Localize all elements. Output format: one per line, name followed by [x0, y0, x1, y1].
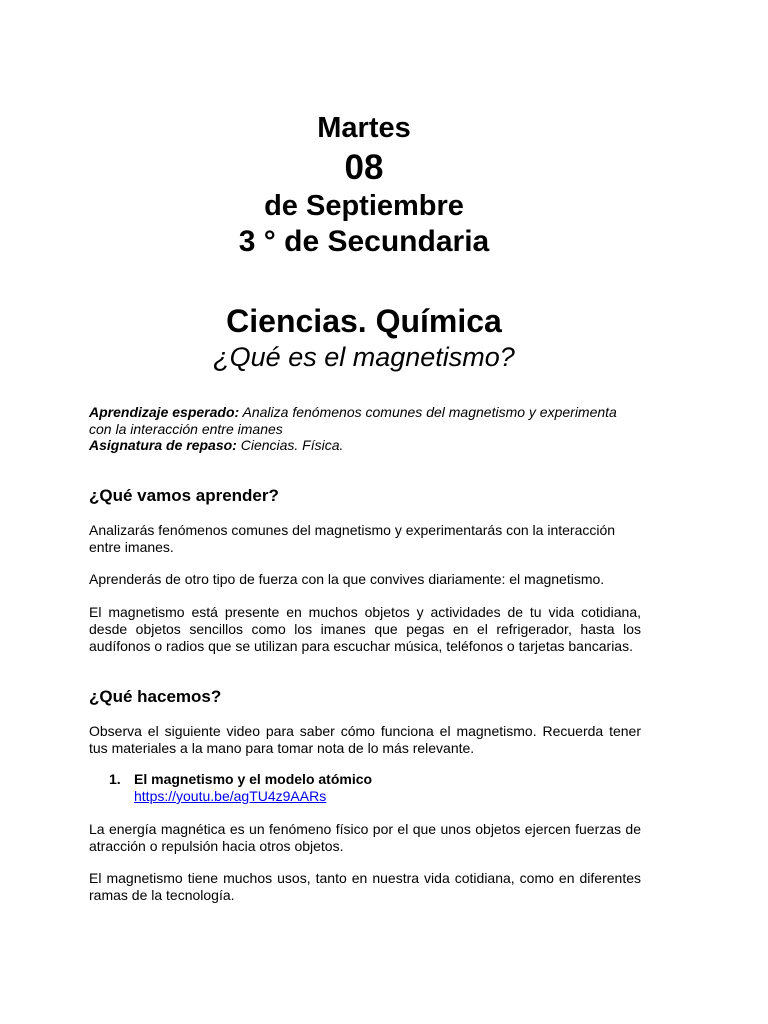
- review-subject: [89, 437, 641, 454]
- do-paragraph-1: Observa el siguiente video para saber cómo funciona el magnetismo. Recuerda tener tus materiales a la mano para tomar nota de lo más relevante.: [89, 723, 641, 756]
- review-subject-label: Asignatura de repaso:: [89, 437, 237, 453]
- day-number: 08: [344, 148, 384, 187]
- do-paragraph-3: El magnetismo tiene muchos usos, tanto en nuestra vida cotidiana, como en diferentes ramas de la tecnología.: [89, 870, 641, 903]
- video-title: El magnetismo y el modelo atómico: [134, 771, 373, 787]
- learn-paragraph-2: Aprenderás de otro tipo de fuerza con la que convives diariamente: el magnetismo.: [89, 571, 605, 587]
- review-subject-text: Ciencias. Física.: [236, 437, 344, 453]
- learn-paragraph-3: El magnetismo está presente en muchos objetos y actividades de tu vida cotidiana, desde objetos sencillos como los imanes que pegas en el refrigerador, hasta los audífonos o radios que se utilizan para escuchar música, teléfonos o tarjetas bancarias.: [89, 604, 641, 654]
- expected-learning: [89, 404, 641, 438]
- video-link[interactable]: https://youtu.be/agTU4z9AARs: [134, 788, 327, 804]
- day-name: Martes: [317, 112, 411, 144]
- section-heading-do: ¿Qué hacemos?: [89, 687, 222, 706]
- section-heading-learn: ¿Qué vamos aprender?: [89, 486, 279, 505]
- expected-learning-label: Aprendizaje esperado:: [89, 404, 240, 420]
- do-paragraph-2: La energía magnética es un fenómeno físico por el que unos objetos ejercen fuerzas de atracción o repulsión hacia otros objetos.: [89, 821, 641, 854]
- list-item-content: [134, 771, 634, 805]
- month: de Septiembre: [264, 190, 464, 222]
- grade: 3 ° de Secundaria: [238, 225, 490, 258]
- list-item-number: 1.: [109, 771, 121, 787]
- topic-title: ¿Qué es el magnetismo?: [213, 342, 515, 372]
- subject-title: Ciencias. Química: [226, 303, 502, 339]
- expected-learning-text: Analiza fenómenos comunes del magnetismo y experimenta con la interacción entre imanes: [89, 404, 617, 437]
- learn-paragraph-1: Analizarás fenómenos comunes del magnetismo y experimentarás con la interacción entre imanes.: [89, 522, 616, 555]
